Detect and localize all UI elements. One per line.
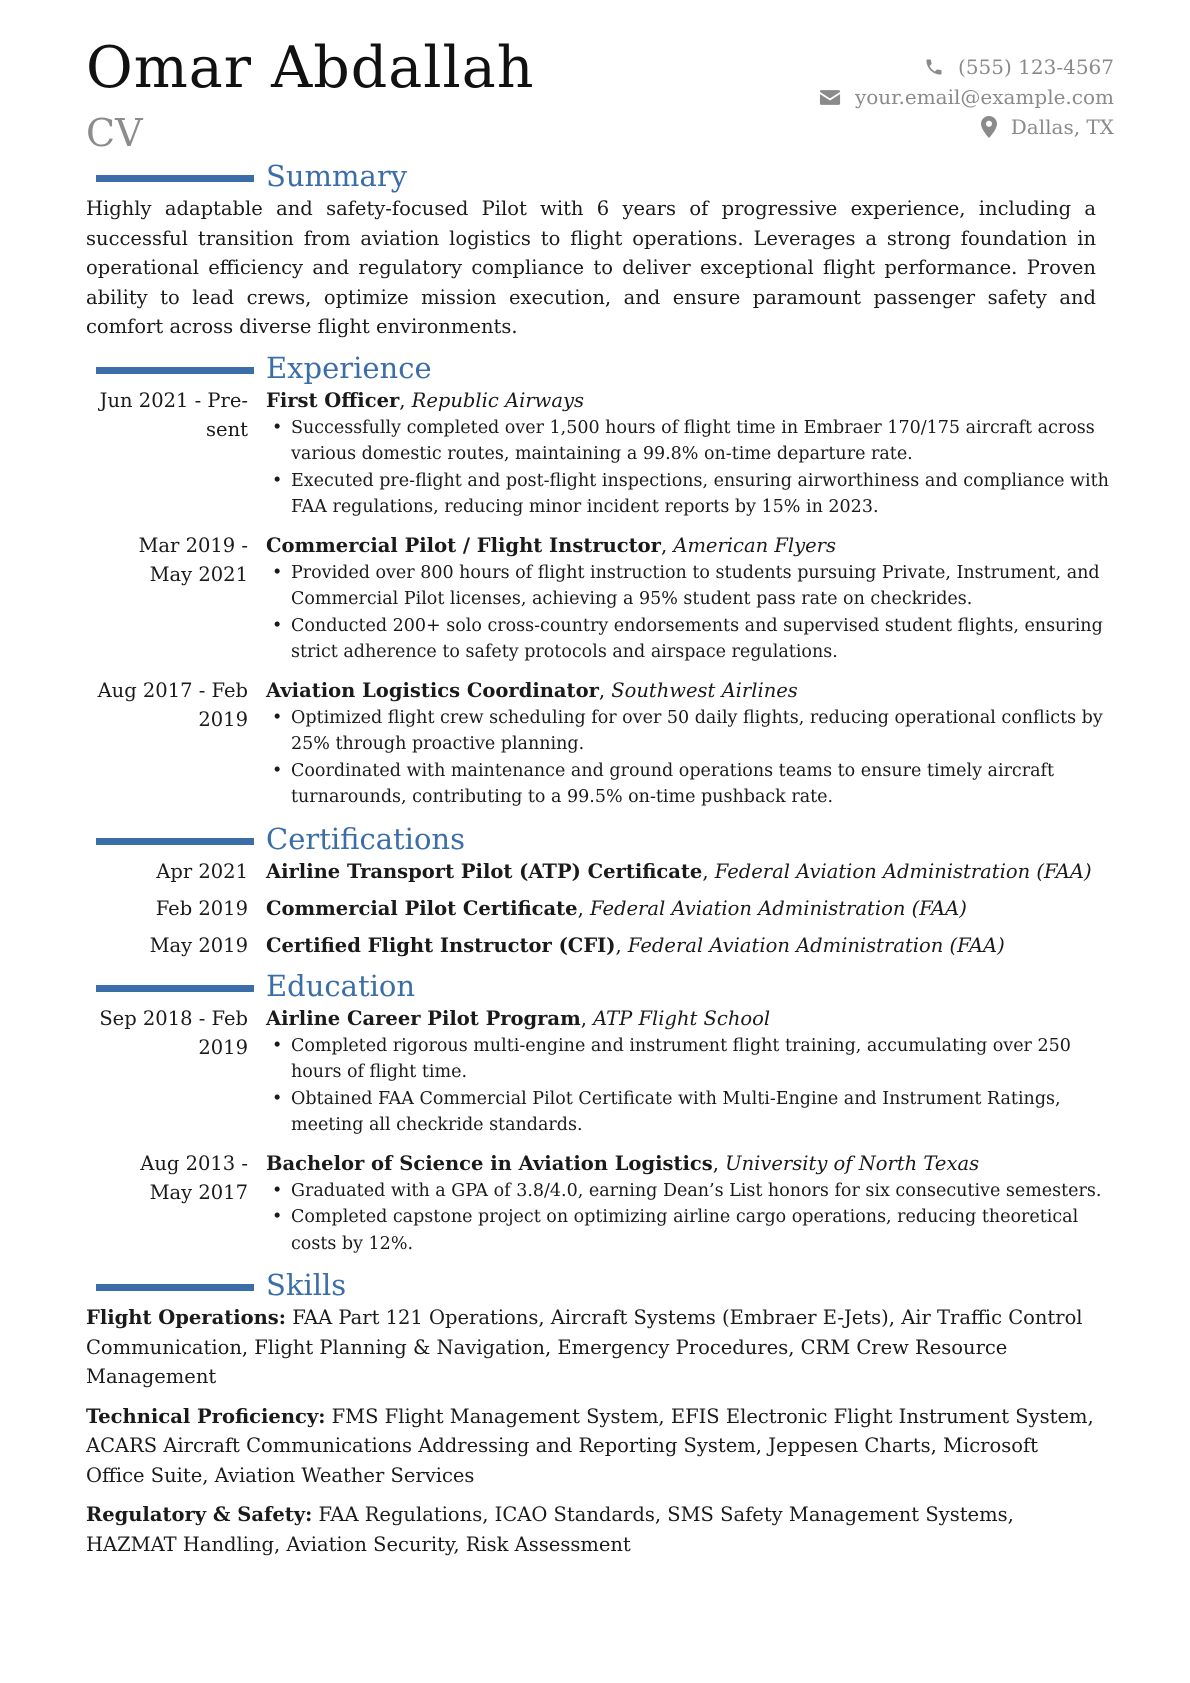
contact-email: [819, 82, 1114, 112]
bullet-item: • Conducted 200+ solo cross-country endorsements and supervised student flights, ensuring strict adherence to safety protocols and airspace regulations.: [266, 613, 1114, 666]
bullet-item: • Successfully completed over 1,500 hours of flight time in Embraer 170/175 aircraft across various domestic routes, maintaining a 99.8% on-time departure rate.: [266, 415, 1114, 468]
certification-entry: [86, 894, 1114, 923]
section-accent-bar: [96, 1284, 254, 1291]
entry-title: Airline Transport Pilot (ATP) Certificate: [266, 859, 703, 883]
entry-date: Feb 2019: [155, 896, 248, 920]
contact-phone: [819, 52, 1114, 82]
entry-date: [86, 676, 266, 811]
skill-label: Flight Operations:: [86, 1306, 286, 1329]
entry-body: [266, 386, 1114, 521]
section-accent-bar: [96, 175, 254, 182]
entry-heading: Certified Flight Instructor (CFI), Federal Aviation Administration (FAA): [266, 933, 1005, 957]
entry-date: [86, 386, 266, 521]
skill-text: FAA Part 121 Operations, Aircraft Systems (Embraer E-Jets), Air Traffic Control Communication, Flight Planning & Navigation, Emergency Procedures, CRM Crew Resource Management: [86, 1306, 1083, 1388]
section-title: Summary: [266, 159, 408, 193]
date-line: 2019: [198, 707, 248, 731]
bullet-list: [266, 560, 1114, 666]
entry-org: Federal Aviation Administration (FAA): [627, 933, 1005, 957]
entry-date: [86, 1004, 266, 1139]
section-title: Education: [266, 968, 416, 1003]
entry-org: Republic Airways: [411, 388, 584, 412]
experience-entry: [86, 676, 1114, 811]
entry-title: Airline Career Pilot Program: [266, 1006, 581, 1030]
entry-org: Southwest Airlines: [611, 678, 798, 702]
entry-title: Commercial Pilot Certificate: [266, 896, 578, 920]
entry-org: ATP Flight School: [593, 1006, 771, 1030]
document-subtitle: CV: [86, 111, 143, 155]
entry-heading: Airline Transport Pilot (ATP) Certificate, Federal Aviation Administration (FAA): [266, 859, 1092, 883]
section-accent-bar: [96, 838, 254, 845]
bullet-item: • Obtained FAA Commercial Pilot Certificate with Multi-Engine and Instrument Ratings, meeting all checkride standards.: [266, 1086, 1114, 1139]
entry-title: Commercial Pilot / Flight Instructor: [266, 533, 661, 557]
skills-section-heading: [86, 1267, 1114, 1303]
bullet-item: • Optimized flight crew scheduling for over 50 daily flights, reducing operational conflicts by 25% through proactive planning.: [266, 705, 1114, 758]
experience-entry: [86, 531, 1114, 666]
education-entry: [86, 1149, 1114, 1258]
bullet-list: [266, 1033, 1114, 1139]
entry-title: Bachelor of Science in Aviation Logistics: [266, 1151, 713, 1175]
entry-title: Aviation Logistics Coordinator: [266, 678, 599, 702]
date-line: May 2021: [149, 562, 248, 586]
summary-text: Highly adaptable and safety-focused Pilot with 6 years of progressive experience, including a successful transition from aviation logistics to flight operations. Leverages a strong foundation in operational efficiency and regulatory compliance to deliver exceptional flight performance. Proven ability to lead crews, optimize mission execution, and ensure paramount passenger safety and comfort across diverse flight environments.: [86, 197, 1096, 338]
skill-label: Technical Proficiency:: [86, 1404, 326, 1428]
entry-body: [266, 1004, 1114, 1139]
entry-date: [86, 531, 266, 666]
bullet-list: [266, 705, 1114, 811]
location-text: Dallas, TX: [1010, 115, 1114, 139]
envelope-icon: [819, 89, 841, 106]
skill-label: Regulatory & Safety:: [86, 1503, 313, 1526]
entry-date: [86, 1149, 266, 1258]
entry-title: First Officer: [266, 388, 400, 412]
bullet-item: • Graduated with a GPA of 3.8/4.0, earning Dean’s List honors for six consecutive semesters.: [266, 1178, 1114, 1205]
entry-org: Federal Aviation Administration (FAA): [590, 896, 967, 920]
date-line: Aug 2017 - Feb: [97, 678, 248, 702]
skill-group: [86, 1303, 1096, 1392]
skill-text: FMS Flight Management System, EFIS Electronic Flight Instrument System, ACARS Aircraft Communications Addressing and Reporting System, Jeppesen Charts, Microsoft Office Suite, Aviation Weather Services: [86, 1404, 1094, 1487]
entry-heading: Bachelor of Science in Aviation Logistics, University of North Texas: [266, 1151, 980, 1175]
bullet-item: • Executed pre-flight and post-flight inspections, ensuring airworthiness and compliance with FAA regulations, reducing minor incident reports by 15% in 2023.: [266, 468, 1114, 521]
entry-heading: Commercial Pilot Certificate, Federal Aviation Administration (FAA): [266, 896, 967, 920]
bullet-item: • Coordinated with maintenance and ground operations teams to ensure timely aircraft turnarounds, contributing to a 99.5% on-time pushback rate.: [266, 758, 1114, 811]
person-name: Omar Abdallah: [86, 35, 535, 101]
bullet-item: • Provided over 800 hours of flight instruction to students pursuing Private, Instrument, and Commercial Pilot licenses, achieving a 95% student pass rate on checkrides.: [266, 560, 1114, 613]
date-line: Sep 2018 - Feb: [99, 1006, 248, 1030]
education-entry: [86, 1004, 1114, 1139]
bullet-item: • Completed capstone project on optimizing airline cargo operations, reducing theoretical costs by 12%.: [266, 1204, 1114, 1257]
skill-group: [86, 1402, 1096, 1491]
resume-page: [86, 35, 1114, 1569]
certification-entry: [86, 931, 1114, 960]
date-line: sent: [206, 417, 248, 441]
entry-heading: Aviation Logistics Coordinator, Southwest Airlines: [266, 678, 798, 702]
entry-date: May 2019: [149, 933, 248, 957]
entry-heading: Commercial Pilot / Flight Instructor, American Flyers: [266, 533, 836, 557]
date-line: Mar 2019 -: [138, 533, 248, 557]
education-section-heading: [86, 968, 1114, 1004]
skill-text: FAA Regulations, ICAO Standards, SMS Safety Management Systems, HAZMAT Handling, Aviation Security, Risk Assessment: [86, 1503, 1014, 1556]
entry-heading: First Officer, Republic Airways: [266, 388, 584, 412]
bullet-item: • Completed rigorous multi-engine and instrument flight training, accumulating over 250 hours of flight time.: [266, 1033, 1114, 1086]
experience-section-heading: [86, 350, 1114, 386]
entry-title: Certified Flight Instructor (CFI): [266, 933, 616, 957]
entry-org: University of North Texas: [725, 1151, 980, 1175]
section-accent-bar: [96, 367, 254, 374]
entry-date: Apr 2021: [156, 859, 248, 883]
resume-header: [86, 35, 1114, 158]
entry-heading: Airline Career Pilot Program, ATP Flight School: [266, 1006, 771, 1030]
section-title: Skills: [266, 1268, 347, 1302]
map-pin-icon: [981, 116, 997, 138]
date-line: May 2017: [149, 1180, 248, 1204]
section-title: Certifications: [266, 821, 465, 856]
section-title: Experience: [266, 350, 432, 385]
date-line: Jun 2021 - Pre-: [99, 388, 248, 412]
certification-entry: [86, 857, 1114, 886]
date-line: 2019: [198, 1035, 248, 1059]
skill-group: [86, 1500, 1096, 1559]
contact-info: [819, 52, 1114, 142]
email-address[interactable]: your.email@example.com: [854, 85, 1114, 109]
section-accent-bar: [96, 985, 254, 992]
phone-number: (555) 123-4567: [958, 55, 1114, 79]
summary-section-heading: [86, 158, 1114, 194]
entry-org: Federal Aviation Administration (FAA): [714, 859, 1092, 883]
phone-icon: [924, 57, 944, 77]
entry-body: [266, 1149, 1114, 1258]
contact-location: [819, 112, 1114, 142]
entry-body: [266, 531, 1114, 666]
bullet-list: [266, 1178, 1114, 1258]
bullet-list: [266, 415, 1114, 521]
entry-org: American Flyers: [673, 533, 836, 557]
certifications-section-heading: [86, 821, 1114, 857]
date-line: Aug 2013 -: [140, 1151, 248, 1175]
experience-entry: [86, 386, 1114, 521]
entry-body: [266, 676, 1114, 811]
